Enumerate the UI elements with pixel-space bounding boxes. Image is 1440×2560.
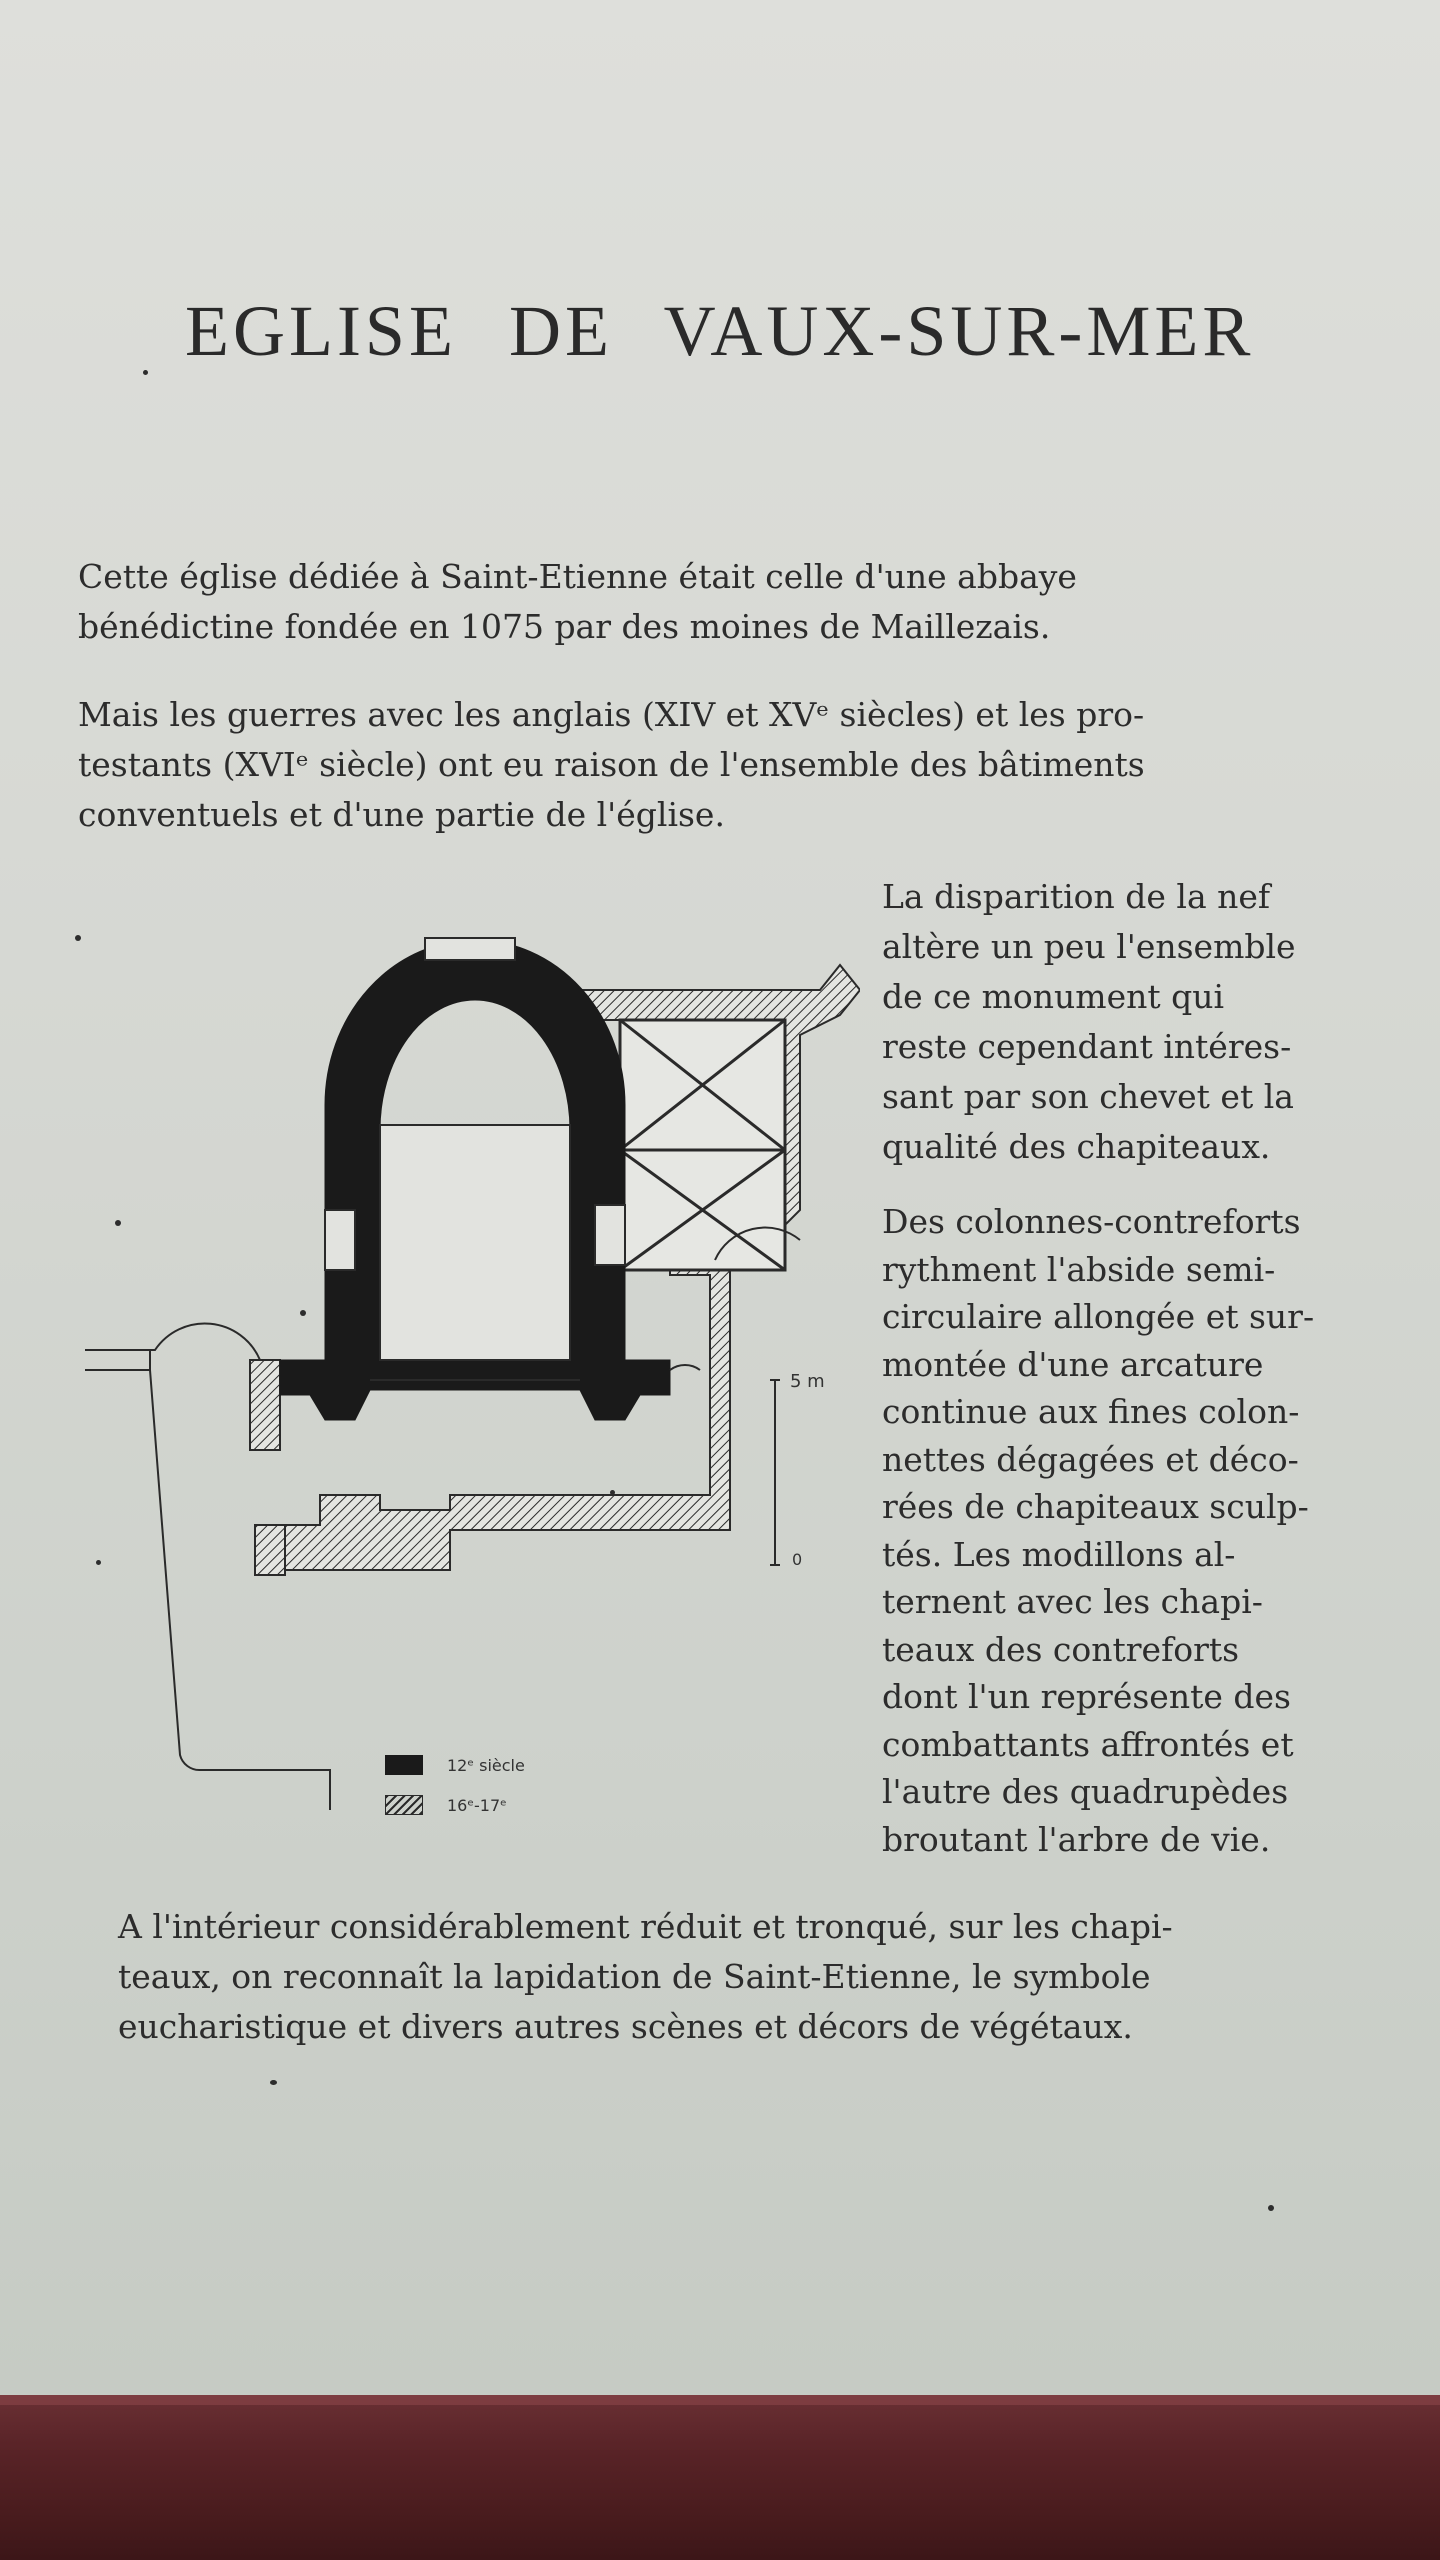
text-line: conventuels et d'une partie de l'église. (78, 795, 725, 834)
text-line: rées de chapiteaux sculp- (882, 1487, 1309, 1526)
text-line: Mais les guerres avec les anglais (XIV et XVᵉ siècles) et les pro- (78, 695, 1145, 734)
text-line: sant par son chevet et la (882, 1077, 1294, 1116)
text-line: bénédictine fondée en 1075 par des moines de Maillezais. (78, 607, 1051, 646)
legend-label: 12ᵉ siècle (447, 1755, 525, 1775)
sign-frame-edge (0, 2395, 1440, 2405)
legend-swatch-hatched (385, 1795, 423, 1815)
dust-spot (143, 370, 148, 375)
text-line: Des colonnes-contreforts (882, 1202, 1301, 1241)
colonnes-paragraph (882, 1198, 1314, 1863)
text-line: combattants affrontés et (882, 1724, 1294, 1764)
scale-label-top: 5 m (790, 1371, 825, 1392)
text-line: continue aux fines colon- (882, 1392, 1300, 1431)
text-line: testants (XVIᵉ siècle) ont eu raison de l'ensemble des bâtiments (78, 745, 1145, 784)
nef-paragraph (882, 872, 1296, 1172)
text-line: reste cependant intéres- (882, 1027, 1292, 1066)
text-line: ternent avec les chapi- (882, 1582, 1263, 1621)
text-line: qualité des chapiteaux. (882, 1127, 1271, 1166)
text-line: dont l'un représente des (882, 1677, 1291, 1716)
apse-window (325, 1210, 355, 1270)
scale-label-bottom: 0 (792, 1550, 803, 1569)
scale-bar (770, 1380, 780, 1565)
text-line: Cette église dédiée à Saint-Etienne était celle d'une abbaye (78, 557, 1077, 596)
text-line: l'autre des quadrupèdes (882, 1772, 1289, 1811)
apse-window (425, 938, 515, 960)
dust-spot (1268, 2205, 1274, 2211)
text-line: nettes dégagées et déco- (882, 1439, 1299, 1479)
text-line: tés. Les modillons al- (882, 1534, 1236, 1574)
legend-swatch-solid (385, 1755, 423, 1775)
sign-frame (0, 2395, 1440, 2560)
church-floor-plan (80, 930, 860, 1830)
text-line: teaux des contreforts (882, 1629, 1240, 1669)
legend-item-16th-17th-century (385, 1794, 507, 1816)
text-line: broutant l'arbre de vie. (882, 1819, 1271, 1859)
text-line: rythment l'abside semi- (882, 1249, 1276, 1289)
text-line: de ce monument qui (882, 977, 1225, 1016)
text-line: La disparition de la nef (882, 877, 1271, 916)
text-line: A l'intérieur considérablement réduit et tronqué, sur les chapi- (118, 1907, 1173, 1946)
text-line: circulaire allongée et sur- (882, 1297, 1315, 1336)
text-line: teaux, on reconnaît la lapidation de Saint-Etienne, le symbole (118, 1957, 1151, 1996)
legend-label: 16ᵉ-17ᵉ (447, 1795, 507, 1815)
text-line: eucharistique et divers autres scènes et décors de végétaux. (118, 2007, 1133, 2046)
chancel-floor (380, 1125, 570, 1360)
page-title: EGLISE DE VAUX-SUR-MER (185, 291, 1255, 371)
legend-item-12th-century (385, 1754, 525, 1776)
intro-paragraph (78, 552, 1077, 652)
dust-spot (270, 2080, 277, 2085)
history-paragraph (78, 690, 1145, 840)
interior-paragraph (118, 1902, 1173, 2052)
text-line: montée d'une arcature (882, 1344, 1264, 1384)
apse-window (595, 1205, 625, 1265)
vaulted-bays (620, 1020, 785, 1270)
text-line: altère un peu l'ensemble (882, 927, 1296, 966)
